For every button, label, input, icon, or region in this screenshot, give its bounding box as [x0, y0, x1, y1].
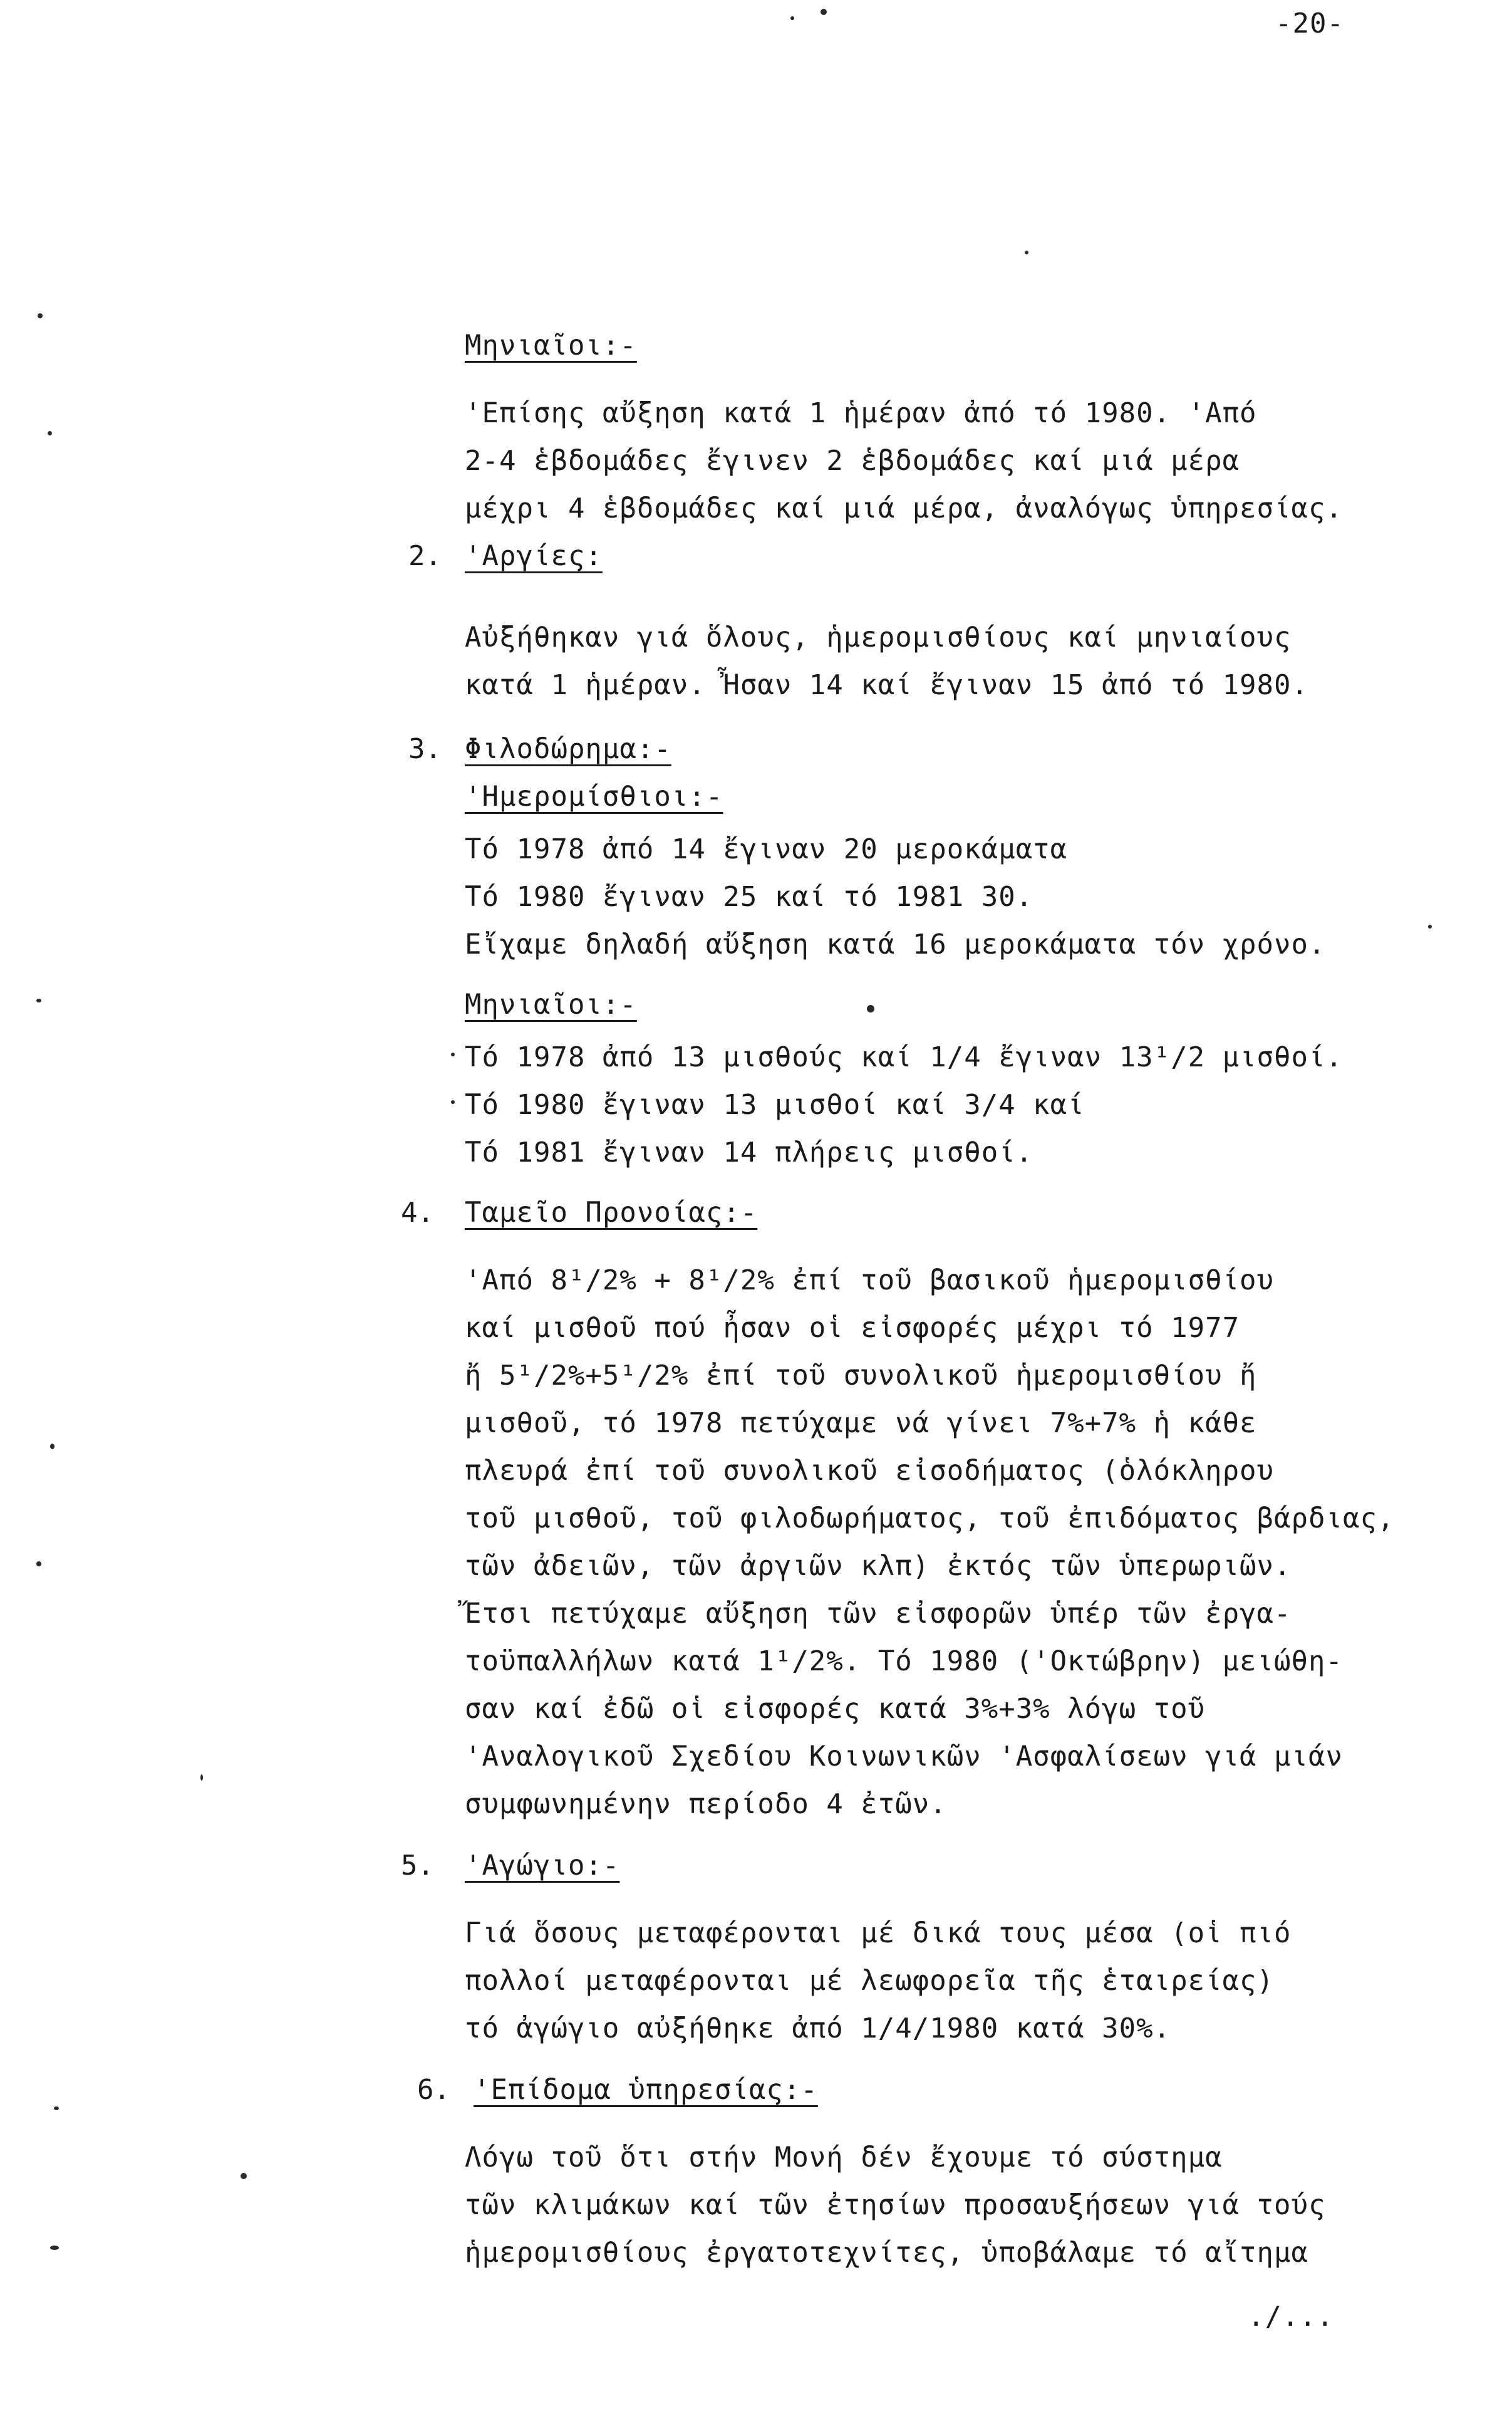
scan-speck: [451, 1053, 455, 1056]
text-line: τοῦ μισθοῦ, τοῦ φιλοδωρήματος, τοῦ ἐπιδόματος βάρδιας,: [465, 1502, 1395, 1534]
text-line: ἤ 5¹/2%+5¹/2% ἐπί τοῦ συνολικοῦ ἡμερομισθίου ἤ: [465, 1360, 1257, 1392]
text-line: Τό 1978 ἀπό 13 μισθούς καί 1/4 ἔγιναν 13¹/2 μισθοί.: [465, 1041, 1344, 1073]
text-line: 2-4 ἑβδομάδες ἔγινεν 2 ἑβδομάδες καί μιά μέρα: [465, 445, 1240, 477]
text-line: 'Αναλογικοῦ Σχεδίου Κοινωνικῶν 'Ασφαλίσεων γιά μιάν: [465, 1741, 1344, 1772]
subsection-heading: 'Ημερομίσθιοι:-: [465, 781, 723, 813]
scan-speck: [38, 313, 43, 318]
monthly-heading: Μηνιαῖοι:-: [465, 330, 637, 362]
section-heading: Φιλοδώρημα:-: [465, 733, 671, 765]
section-number: 6.: [417, 2074, 450, 2106]
text-line: 'Από 8¹/2% + 8¹/2% ἐπί τοῦ βασικοῦ ἡμερομισθίου: [465, 1264, 1275, 1296]
scan-speck: [36, 999, 41, 1002]
scan-speck: [54, 2106, 59, 2110]
scan-speck: [50, 2246, 59, 2250]
scan-speck: [1025, 251, 1028, 254]
text-line: Γιά ὅσους μεταφέρονται μέ δικά τους μέσα (οἱ πιό: [465, 1917, 1292, 1949]
continuation-marker: ./...: [1248, 2301, 1334, 2333]
text-line: 'Επίσης αὔξηση κατά 1 ἡμέραν ἀπό τό 1980. 'Από: [465, 397, 1257, 429]
text-line: σαν καί ἐδῶ οἱ εἰσφορές κατά 3%+3% λόγω τοῦ: [465, 1693, 1206, 1725]
text-line: Τό 1980 ἔγιναν 25 καί τό 1981 30.: [465, 881, 1033, 913]
text-line: μισθοῦ, τό 1978 πετύχαμε νά γίνει 7%+7% ἡ κάθε: [465, 1407, 1257, 1439]
scan-speck: [50, 1444, 54, 1449]
text-line: Ἔτσι πετύχαμε αὔξηση τῶν εἰσφορῶν ὑπέρ τῶν ἐργα-: [465, 1598, 1292, 1630]
section-heading: 'Αγώγιο:-: [465, 1850, 620, 1882]
text-line: τῶν κλιμάκων καί τῶν ἐτησίων προσαυξήσεων γιά τούς: [465, 2189, 1326, 2221]
scan-speck: [1428, 925, 1432, 929]
section-heading: 'Επίδομα ὑπηρεσίας:-: [474, 2074, 818, 2106]
text-line: Λόγω τοῦ ὅτι στήν Μονή δέν ἔχουμε τό σύστημα: [465, 2142, 1223, 2173]
section-heading: Ταμεῖο Προνοίας:-: [465, 1197, 758, 1229]
section-number: 2.: [408, 540, 442, 572]
text-line: ἡμερομισθίους ἐργατοτεχνίτες, ὑποβάλαμε τό αἴτημα: [465, 2237, 1309, 2269]
text-line: Τό 1980 ἔγιναν 13 μισθοί καί 3/4 καί: [465, 1089, 1085, 1121]
section-number: 4.: [401, 1197, 434, 1229]
scan-speck: [36, 1561, 41, 1566]
section-number: 5.: [401, 1850, 434, 1882]
text-line: Τό 1981 ἔγιναν 14 πλήρεις μισθοί.: [465, 1137, 1033, 1169]
scan-speck: [48, 431, 52, 435]
section-heading: 'Αργίες:: [465, 540, 603, 572]
text-line: κατά 1 ἡμέραν. Ἦσαν 14 καί ἔγιναν 15 ἀπό τό 1980.: [465, 669, 1309, 701]
text-line: πλευρά ἐπί τοῦ συνολικοῦ εἰσοδήματος (ὁλόκληρου: [465, 1455, 1275, 1487]
text-line: καί μισθοῦ πού ἦσαν οἱ εἰσφορές μέχρι τό 1977: [465, 1312, 1240, 1344]
text-line: μέχρι 4 ἑβδομάδες καί μιά μέρα, ἀναλόγως ὑπηρεσίας.: [465, 492, 1344, 524]
scan-speck: [790, 16, 794, 20]
text-line: πολλοί μεταφέρονται μέ λεωφορεῖα τῆς ἑταιρείας): [465, 1965, 1275, 1997]
text-line: συμφωνημένην περίοδο 4 ἐτῶν.: [465, 1788, 947, 1820]
section-number: 3.: [408, 733, 442, 765]
text-line: Εἴχαμε δηλαδή αὔξηση κατά 16 μεροκάματα τόν χρόνο.: [465, 929, 1326, 960]
scan-speck: [821, 9, 827, 15]
text-line: Αὐξήθηκαν γιά ὅλους, ἡμερομισθίους καί μηνιαίους: [465, 622, 1292, 653]
text-line: Τό 1978 ἀπό 14 ἔγιναν 20 μεροκάματα: [465, 833, 1068, 865]
text-line: τό ἀγώγιο αὐξήθηκε ἀπό 1/4/1980 κατά 30%.: [465, 2012, 1171, 2044]
scan-speck: [867, 1005, 874, 1012]
scan-speck: [451, 1100, 455, 1104]
text-line: τοϋπαλλήλων κατά 1¹/2%. Τό 1980 ('Οκτώβρην) μειώθη-: [465, 1645, 1344, 1677]
scan-speck: [241, 2173, 247, 2179]
subsection-heading: Μηνιαῖοι:-: [465, 989, 637, 1021]
text-line: τῶν ἀδειῶν, τῶν ἀργιῶν κλπ) ἐκτός τῶν ὑπερωριῶν.: [465, 1550, 1292, 1582]
scan-speck: [200, 1774, 203, 1781]
page-number: -20-: [1275, 8, 1344, 39]
